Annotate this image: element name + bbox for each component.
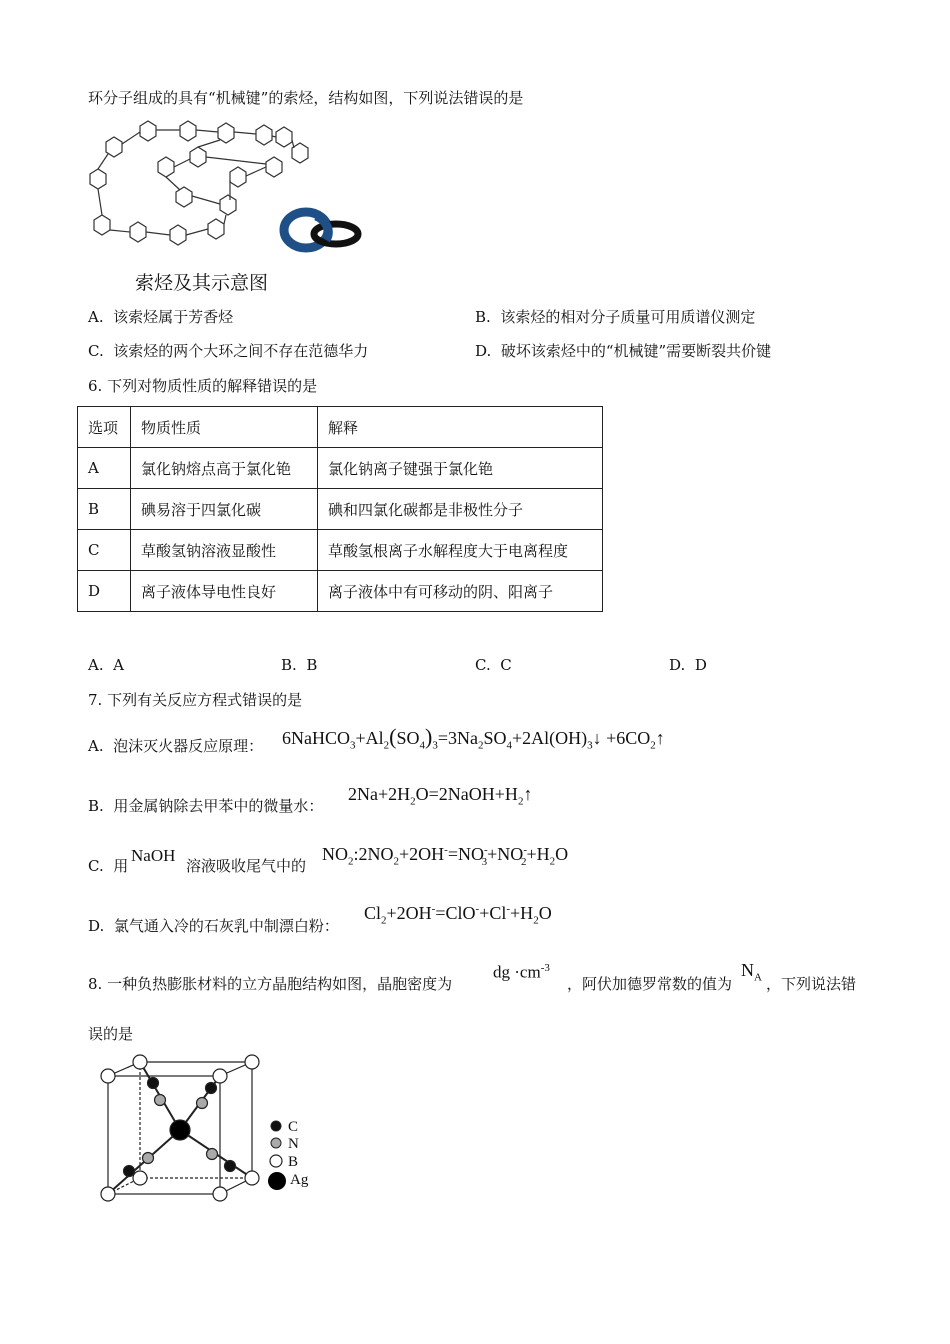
- q8-stem-part2: ，阿伏加德罗常数的值为: [567, 975, 733, 993]
- table-header: 解释: [318, 407, 603, 448]
- option-letter: C.: [88, 857, 104, 875]
- legend-label-n: N: [288, 1136, 299, 1152]
- q5-option-b[interactable]: [475, 307, 755, 327]
- q5-option-a[interactable]: [88, 307, 233, 327]
- table-cell: 氯化钠离子键强于氯化铯: [318, 448, 603, 489]
- q6-stem: 6. 下列对物质性质的解释错误的是: [88, 377, 318, 395]
- option-text: 泡沫灭火器反应原理：: [113, 737, 264, 755]
- naoh-formula: NaOH: [131, 846, 176, 865]
- q6-option-a[interactable]: [88, 655, 124, 675]
- table-header: 选项: [78, 407, 131, 448]
- q7-option-b[interactable]: [88, 796, 323, 816]
- table-cell: 草酸氢钠溶液显酸性: [131, 530, 318, 571]
- equation-d: $Cl_2+2OH^-=ClO^-+Cl^-+H_2O$: [364, 903, 552, 927]
- q5-stem: 环分子组成的具有“机械键”的索烃，结构如图，下列说法错误的是: [88, 89, 524, 107]
- option-letter: D.: [88, 917, 105, 935]
- option-letter: A.: [88, 308, 104, 326]
- q8-stem-part3: ，下列说法错: [766, 975, 857, 993]
- q7-option-d[interactable]: [88, 916, 339, 936]
- option-text: 用: [113, 857, 129, 875]
- table-cell: 离子液体中有可移动的阴、阳离子: [318, 571, 603, 612]
- option-text: 该索烃的两个大环之间不存在范德华力: [113, 342, 369, 360]
- figure-caption: 索烃及其示意图: [135, 272, 269, 294]
- table-cell: D: [78, 571, 131, 612]
- option-text: 该索烃的相对分子质量可用质谱仪测定: [500, 308, 756, 326]
- q6-option-b[interactable]: [281, 655, 317, 675]
- table-cell: C: [78, 530, 131, 571]
- table-cell: 离子液体导电性良好: [131, 571, 318, 612]
- option-letter: C.: [475, 656, 491, 674]
- table-row: [78, 530, 603, 571]
- legend: [268, 1119, 309, 1190]
- q7-stem: 7. 下列有关反应方程式错误的是: [88, 691, 303, 709]
- option-text: A: [113, 656, 124, 674]
- option-text: 氯气通入冷的石灰乳中制漂白粉：: [113, 917, 339, 935]
- equation-c: $NO_2:2NO_2+2OH^-=NO^-_3+NO^-_2+H_2O$: [322, 844, 569, 868]
- table-cell: 氯化钠熔点高于氯化铯: [131, 448, 318, 489]
- density-unit: dg $\cdot cm^{-3}$: [493, 962, 550, 982]
- q7-option-c[interactable]: [88, 856, 128, 876]
- option-text: 破坏该索烃中的“机械键”需要断裂共价键: [500, 342, 772, 360]
- option-letter: D.: [669, 656, 686, 674]
- property-table: [77, 406, 603, 612]
- option-text: D: [694, 656, 707, 674]
- avogadro-symbol: $N_A$: [741, 960, 762, 984]
- table-cell: B: [78, 489, 131, 530]
- option-letter: B.: [88, 797, 104, 815]
- option-text: 该索烃属于芳香烃: [113, 308, 234, 326]
- table-header: 物质性质: [131, 407, 318, 448]
- option-letter: B.: [281, 656, 297, 674]
- option-text: 用金属钠除去甲苯中的微量水：: [113, 797, 324, 815]
- option-text: C: [500, 656, 512, 674]
- legend-label-b: B: [288, 1154, 299, 1170]
- equation-a: $6NaHCO_3+Al_2(SO_4)_3=3Na_2SO_4+2Al(OH)_3↓$ $+6CO_2↑$: [282, 724, 665, 752]
- q5-option-d[interactable]: [475, 341, 771, 361]
- option-letter: B.: [475, 308, 491, 326]
- q8-stem-part1: 8. 一种负热膨胀材料的立方晶胞结构如图，晶胞密度为: [88, 975, 453, 993]
- option-letter: C.: [88, 342, 104, 360]
- q6-option-d[interactable]: [669, 655, 707, 675]
- table-row: [78, 571, 603, 612]
- q7-option-c-text: 溶液吸收尾气中的: [186, 857, 307, 875]
- table-header-row: [78, 407, 603, 448]
- table-cell: A: [78, 448, 131, 489]
- legend-label-c: C: [288, 1119, 299, 1135]
- table-cell: 草酸氢根离子水解程度大于电离程度: [318, 530, 603, 571]
- q5-option-c[interactable]: [88, 341, 368, 361]
- table-cell: 碘易溶于四氯化碳: [131, 489, 318, 530]
- q7-option-a[interactable]: [88, 736, 263, 756]
- table-cell: 碘和四氯化碳都是非极性分子: [318, 489, 603, 530]
- catenane-structure-figure: [80, 112, 380, 262]
- option-text: B: [306, 656, 318, 674]
- option-letter: A.: [88, 737, 104, 755]
- equation-b: $2Na+2H_2O=2NaOH+H_2↑$: [348, 784, 533, 808]
- option-letter: D.: [475, 342, 492, 360]
- table-row: [78, 489, 603, 530]
- q8-stem-line2: 误的是: [88, 1025, 134, 1043]
- table-row: [78, 448, 603, 489]
- option-letter: A.: [88, 656, 104, 674]
- crystal-cell-figure: [96, 1050, 326, 1210]
- q6-option-c[interactable]: [475, 655, 512, 675]
- legend-label-ag: Ag: [290, 1172, 309, 1188]
